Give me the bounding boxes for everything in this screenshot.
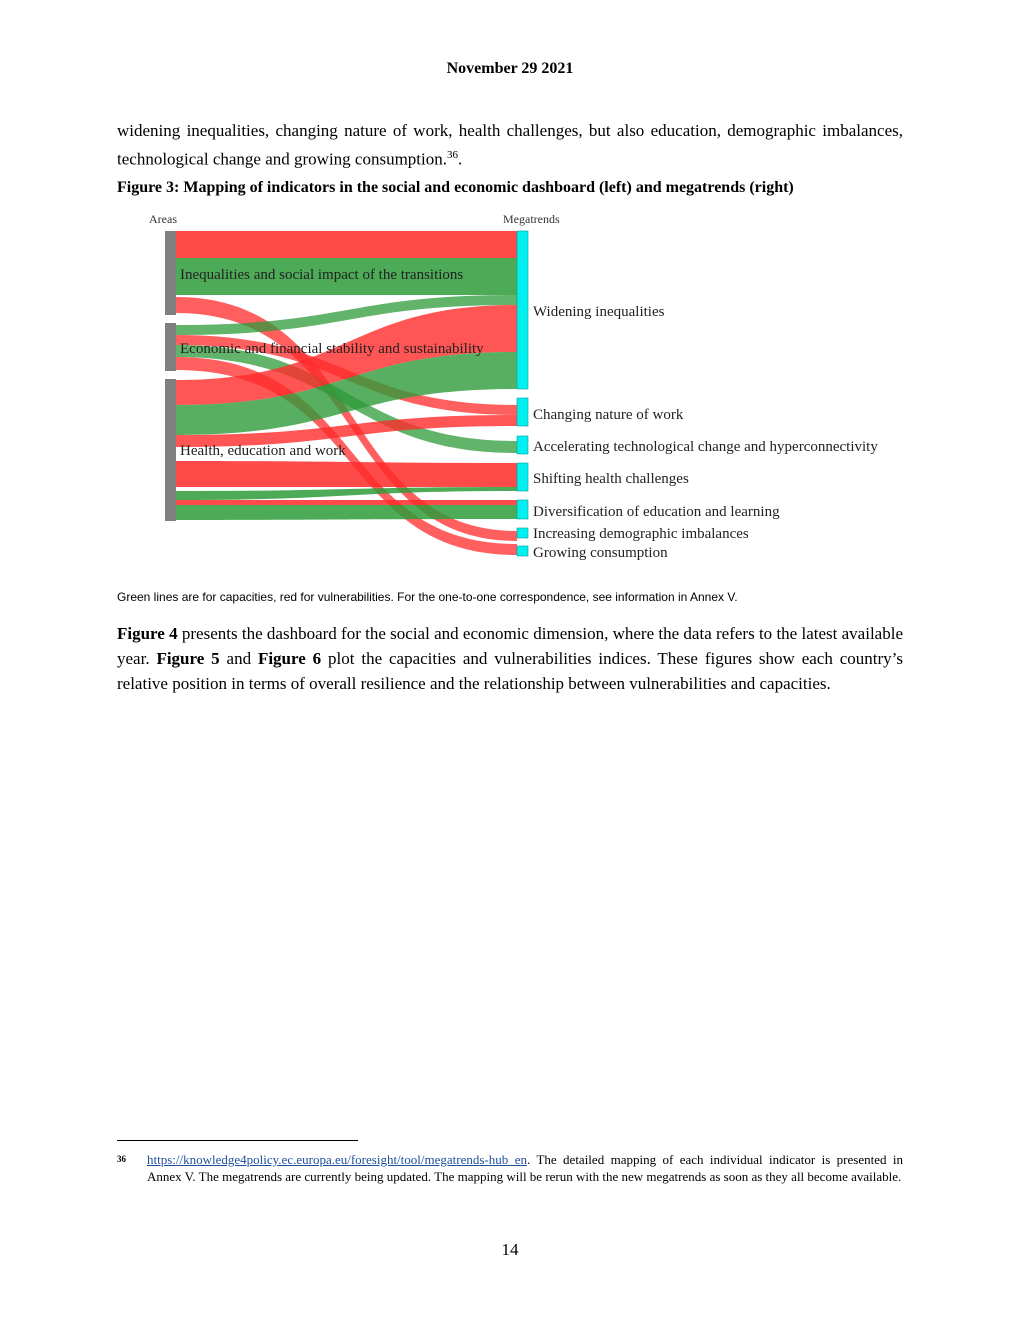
megatrend-node-changing-work xyxy=(517,398,528,426)
paragraph-intro-end: . xyxy=(458,149,463,169)
megatrend-label-widening: Widening inequalities xyxy=(533,304,665,320)
megatrend-label-changing-work: Changing nature of work xyxy=(533,407,684,423)
megatrend-label-tech: Accelerating technological change and hyperconnectivity xyxy=(533,439,878,455)
area-node-health xyxy=(165,379,176,521)
area-nodes xyxy=(165,231,176,521)
link-health-education-capacity xyxy=(176,505,517,520)
megatrend-node-education xyxy=(517,500,528,519)
megatrend-label-health: Shifting health challenges xyxy=(533,471,689,487)
footnote-text: . The detailed mapping of each individual indicator is presented in Annex V. The megatrends are currently being updated. The mapping will be rerun with the new megatrends as soon as they all become available. xyxy=(147,1152,903,1184)
area-node-inequalities xyxy=(165,231,176,315)
footnote-body xyxy=(147,1151,903,1185)
paragraph-dashboard-text-2: plot the capacities and vulnerabilities indices. These figures show each country’s relative position in terms of overall resilience and the relationship between vulnerabilities and capacities. xyxy=(117,649,903,693)
paragraph-dashboard-and: and xyxy=(219,649,258,668)
megatrend-label-demographic: Increasing demographic imbalances xyxy=(533,526,749,542)
paragraph-dashboard xyxy=(117,621,903,696)
figure-6-reference[interactable]: Figure 6 xyxy=(257,649,322,668)
megatrends-hub-link[interactable]: https://knowledge4policy.ec.europa.eu/foresight/tool/megatrends-hub_en xyxy=(147,1152,528,1167)
area-label-health: Health, education and work xyxy=(180,443,346,459)
link-health-shifting-health-capacity xyxy=(176,487,517,500)
right-column-header: Megatrends xyxy=(503,212,560,226)
figure-4-reference[interactable]: Figure 4 xyxy=(117,624,178,643)
area-label-economic: Economic and financial stability and sustainability xyxy=(180,341,484,357)
paragraph-intro-text: widening inequalities, changing nature of work, health challenges, but also education, demographic imbalances, technological change and growing consumption. xyxy=(117,121,903,169)
paragraph-dashboard-text-1: presents the dashboard for the social and economic dimension, where the data refers to the latest available year. xyxy=(117,624,903,668)
megatrend-label-education: Diversification of education and learning xyxy=(533,504,780,520)
page-number: 14 xyxy=(501,1240,519,1259)
megatrend-nodes xyxy=(517,231,528,556)
figure-note: Green lines are for capacities, red for vulnerabilities. For the one-to-one correspondence, see information in Annex V. xyxy=(117,590,738,604)
megatrend-label-consumption: Growing consumption xyxy=(533,545,668,561)
link-inequalities-widening-vulnerability xyxy=(176,231,517,258)
figure-caption: Figure 3: Mapping of indicators in the social and economic dashboard (left) and megatrends (right) xyxy=(117,179,794,196)
link-health-shifting-health-vulnerability xyxy=(176,461,517,487)
sankey-diagram xyxy=(117,205,907,570)
footnote-number: 36 xyxy=(117,1154,126,1164)
page-header-date: November 29 2021 xyxy=(446,60,574,77)
megatrend-node-demographic xyxy=(517,528,528,538)
area-node-economic xyxy=(165,323,176,371)
footnote-reference[interactable]: 36 xyxy=(447,149,458,161)
footnote-separator xyxy=(117,1140,358,1141)
paragraph-intro xyxy=(117,118,903,172)
megatrend-node-tech xyxy=(517,436,528,454)
area-label-inequalities: Inequalities and social impact of the transitions xyxy=(180,267,464,283)
link-health-education-vulnerability xyxy=(176,500,517,505)
megatrend-node-health xyxy=(517,463,528,491)
figure-5-reference[interactable]: Figure 5 xyxy=(156,649,220,668)
megatrend-node-consumption xyxy=(517,546,528,556)
megatrend-node-widening xyxy=(517,231,528,389)
left-column-header: Areas xyxy=(149,212,177,226)
